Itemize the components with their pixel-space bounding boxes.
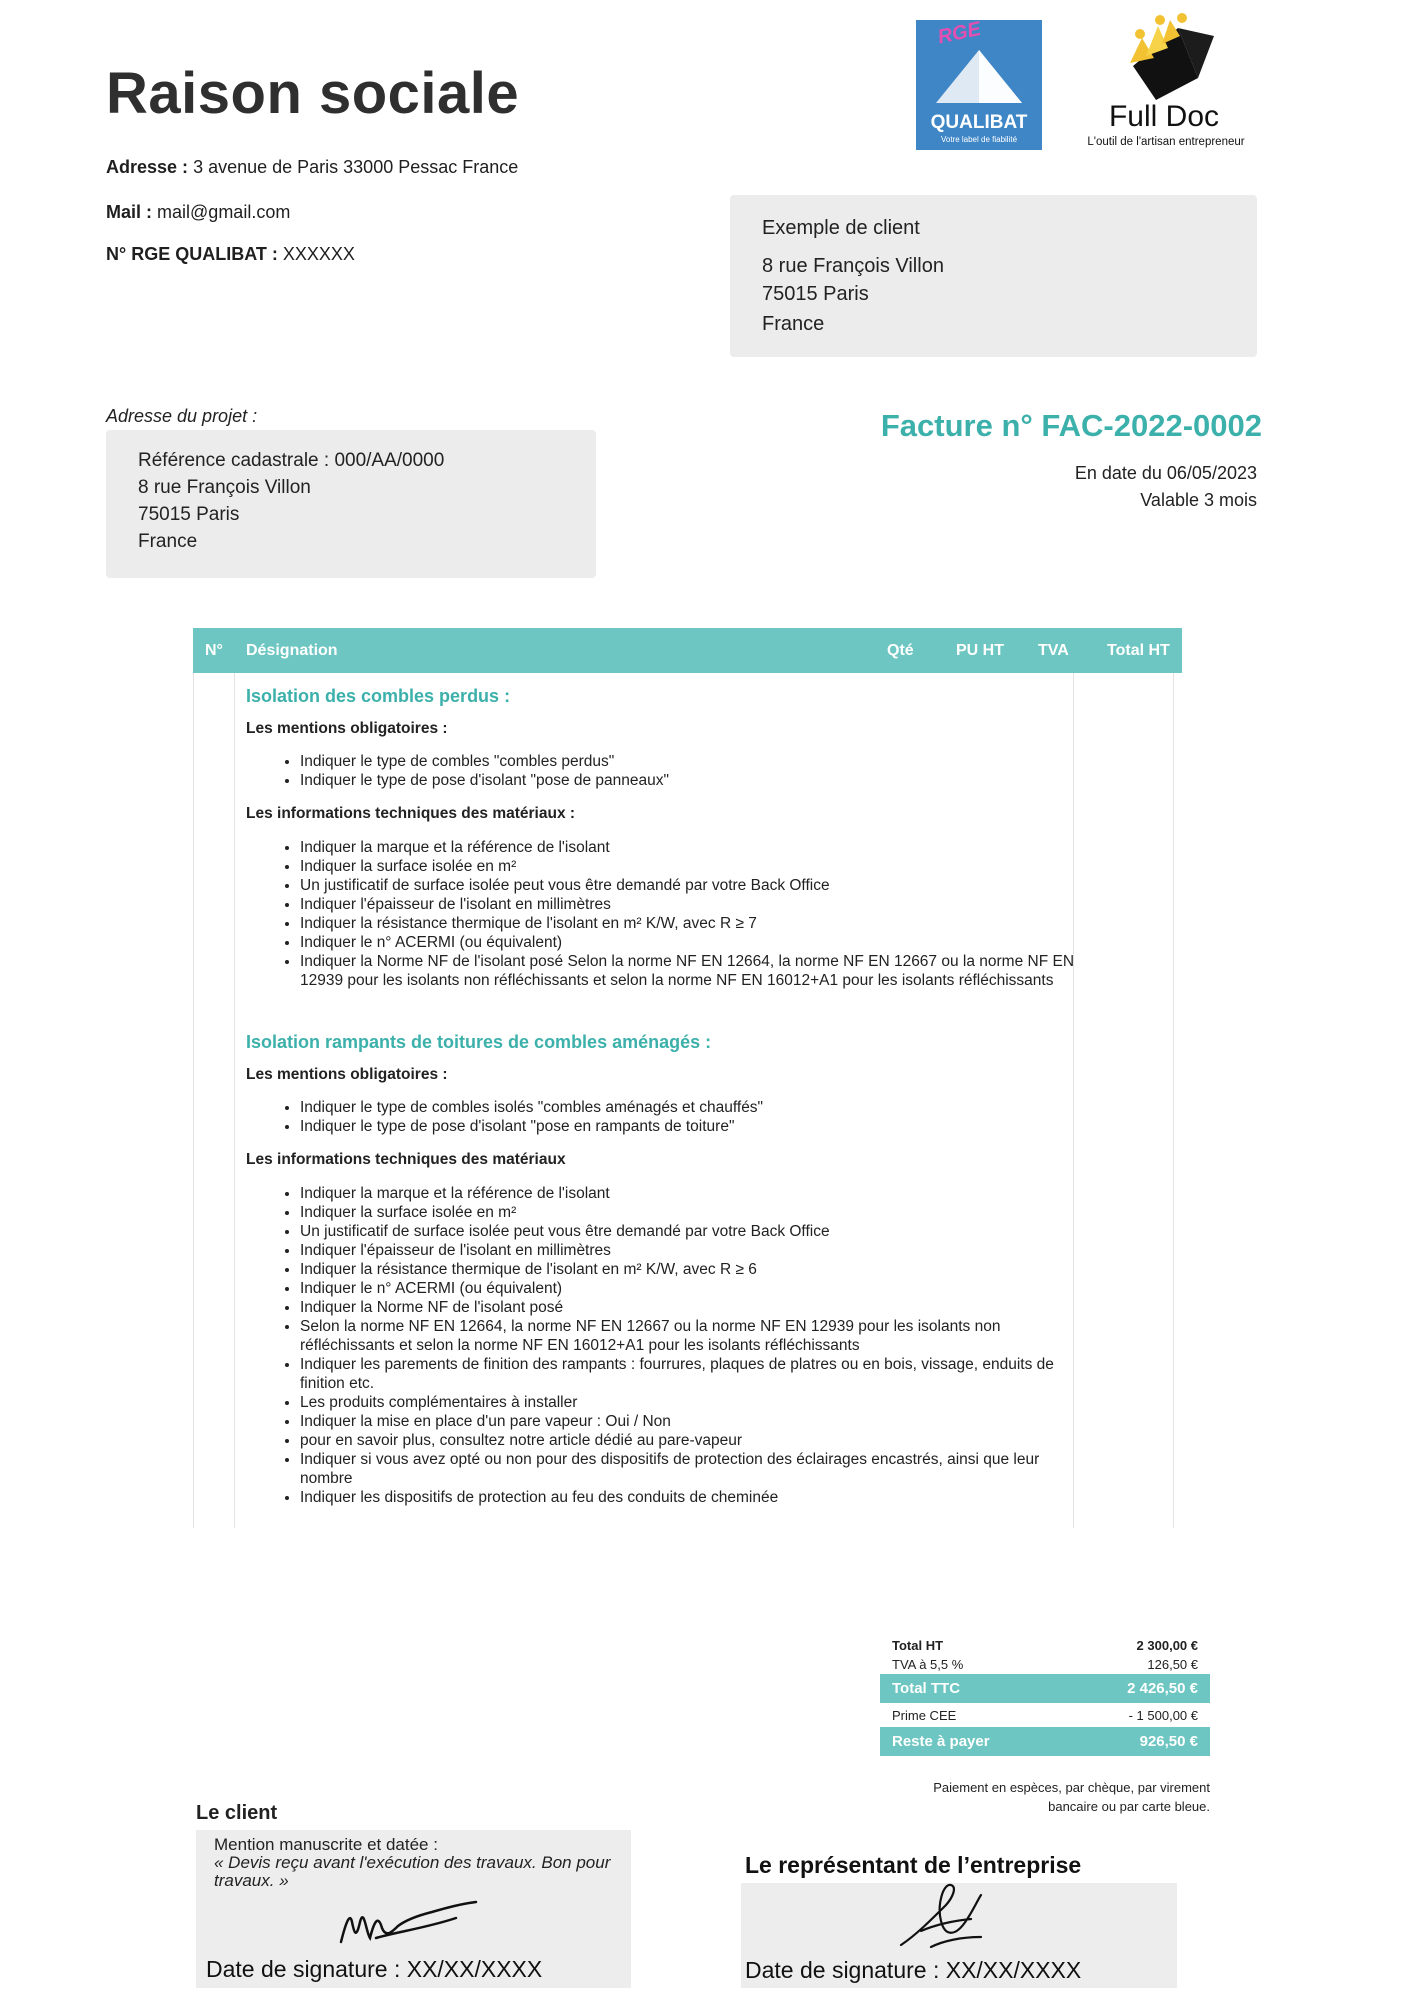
reste-label: Reste à payer bbox=[892, 1733, 990, 1750]
mentions-title: Les mentions obligatoires : bbox=[246, 720, 448, 737]
list-item: • Un justificatif de surface isolée peut vous être demandé par votre Back Office bbox=[300, 876, 1090, 895]
representative-signature-date: Date de signature : XX/XX/XXXX bbox=[745, 1957, 1082, 1983]
client-signature-label: Le client bbox=[196, 1802, 278, 1824]
client-signature-date: Date de signature : XX/XX/XXXX bbox=[206, 1956, 543, 1982]
total-ttc-row bbox=[880, 1674, 1210, 1703]
project-city: 75015 Paris bbox=[138, 504, 240, 525]
mention-label: Mention manuscrite et datée : bbox=[214, 1835, 438, 1854]
list-item: • Indiquer si vous avez opté ou non pour des dispositifs de protection des éclairages encastrés, ainsi que leur nombre bbox=[300, 1450, 1090, 1488]
tech-list bbox=[278, 1184, 1090, 1507]
col-designation: Désignation bbox=[246, 642, 338, 659]
qualibat-text: QUALIBAT bbox=[930, 112, 1028, 133]
reste-row bbox=[880, 1727, 1210, 1756]
list-item: • Indiquer la surface isolée en m² bbox=[300, 1203, 1090, 1222]
total-ht-label: Total HT bbox=[892, 1638, 944, 1653]
col-qty: Qté bbox=[887, 642, 914, 659]
col-pu: PU HT bbox=[956, 642, 1004, 659]
list-item: • Selon la norme NF EN 12664, la norme NF EN 12667 ou la norme NF EN 12939 pour les isolants non réfléchissants et selon la norme NF EN 16012+A1 pour les isolants réfléchissants bbox=[300, 1317, 1090, 1355]
tech-list bbox=[278, 838, 1090, 990]
list-item: • Indiquer le n° ACERMI (ou équivalent) bbox=[300, 933, 1090, 952]
company-rge-label: N° RGE QUALIBAT : bbox=[106, 244, 278, 264]
client-street: 8 rue François Villon bbox=[762, 255, 944, 277]
prime-value: - 1 500,00 € bbox=[1128, 1708, 1198, 1723]
project-street: 8 rue François Villon bbox=[138, 477, 311, 498]
representative-signature-icon bbox=[891, 1875, 991, 1955]
table-divider bbox=[1173, 673, 1174, 1528]
project-country: France bbox=[138, 531, 198, 552]
company-rge-value: XXXXXX bbox=[282, 244, 355, 264]
client-address-box bbox=[730, 195, 1257, 357]
project-cadastral: Référence cadastrale : 000/AA/0000 bbox=[138, 450, 445, 471]
list-item: • Indiquer la résistance thermique de l'isolant en m² K/W, avec R ≥ 7 bbox=[300, 914, 1090, 933]
total-ht-value: 2 300,00 € bbox=[1136, 1638, 1198, 1653]
table-divider bbox=[193, 673, 194, 1528]
fulldoc-logo bbox=[1078, 8, 1258, 153]
invoice-title: Facture n° FAC-2022-0002 bbox=[880, 408, 1262, 443]
col-tva: TVA bbox=[1038, 642, 1069, 659]
project-label: Adresse du projet : bbox=[106, 406, 258, 426]
totals-block bbox=[880, 1636, 1210, 1756]
company-address bbox=[106, 157, 518, 178]
client-city: 75015 Paris bbox=[762, 283, 869, 305]
client-country: France bbox=[762, 313, 825, 335]
client-signature-box bbox=[196, 1830, 631, 1988]
list-item: • Indiquer le type de pose d'isolant "pose de panneaux" bbox=[300, 771, 1090, 790]
col-num: N° bbox=[205, 642, 223, 659]
company-address-label: Adresse : bbox=[106, 157, 189, 177]
tva-row bbox=[880, 1655, 1210, 1674]
fulldoc-tagline: L'outil de l'artisan entrepreneur bbox=[1087, 136, 1245, 148]
list-item: • Indiquer la marque et la référence de l'isolant bbox=[300, 838, 1090, 857]
payment-note bbox=[880, 1778, 1210, 1816]
section-title: Isolation des combles perdus : bbox=[246, 686, 511, 706]
mentions-list bbox=[278, 752, 1090, 790]
list-item: • Indiquer le type de combles "combles perdus" bbox=[300, 752, 1090, 771]
list-item: • Les produits complémentaires à installer bbox=[300, 1393, 1090, 1412]
invoice-validity: Valable 3 mois bbox=[1140, 490, 1257, 510]
invoice-date: En date du 06/05/2023 bbox=[1074, 463, 1257, 483]
payment-note-line: bancaire ou par carte bleue. bbox=[1048, 1799, 1210, 1814]
list-item: • Indiquer la surface isolée en m² bbox=[300, 857, 1090, 876]
company-address-value: 3 avenue de Paris 33000 Pessac France bbox=[193, 157, 519, 177]
reste-value: 926,50 € bbox=[1139, 1733, 1198, 1750]
company-mail-value: mail@gmail.com bbox=[157, 202, 291, 222]
tech-title: Les informations techniques des matériaux bbox=[246, 1151, 566, 1168]
list-item: • Indiquer la Norme NF de l'isolant posé Selon la norme NF EN 12664, la norme NF EN 12667 ou la norme NF EN 12939 pour les isolants non réfléchissants et selon la norme NF EN 16012+A1 pour les isolants réfléchissants bbox=[300, 952, 1090, 990]
prime-label: Prime CEE bbox=[892, 1708, 957, 1723]
col-total: Total HT bbox=[1107, 642, 1170, 659]
section-title: Isolation rampants de toitures de combles aménagés : bbox=[246, 1032, 712, 1052]
total-ht-row bbox=[880, 1636, 1210, 1655]
list-item: • Un justificatif de surface isolée peut vous être demandé par votre Back Office bbox=[300, 1222, 1090, 1241]
company-rge bbox=[106, 244, 355, 265]
list-item: • Indiquer les dispositifs de protection au feu des conduits de cheminée bbox=[300, 1488, 1090, 1507]
mention-quote: « Devis reçu avant l'exécution des travaux. Bon pour travaux. » bbox=[214, 1853, 611, 1890]
list-item: • Indiquer l'épaisseur de l'isolant en millimètres bbox=[300, 895, 1090, 914]
representative-signature-label: Le représentant de l’entreprise bbox=[745, 1852, 1082, 1878]
list-item: • Indiquer le n° ACERMI (ou équivalent) bbox=[300, 1279, 1090, 1298]
client-name: Exemple de client bbox=[762, 217, 920, 239]
list-item: • Indiquer la Norme NF de l'isolant posé bbox=[300, 1298, 1090, 1317]
company-name: Raison sociale bbox=[106, 61, 520, 126]
list-item: • Indiquer la marque et la référence de l'isolant bbox=[300, 1184, 1090, 1203]
list-item: • Indiquer les parements de finition des rampants : fourrures, plaques de platres ou en bois, vissage, enduits de finition etc. bbox=[300, 1355, 1090, 1393]
table-divider bbox=[234, 673, 235, 1528]
fulldoc-mark-icon bbox=[1078, 8, 1258, 153]
project-address-box bbox=[106, 430, 596, 578]
tech-title: Les informations techniques des matériaux : bbox=[246, 805, 576, 822]
list-item: • pour en savoir plus, consultez notre article dédié au pare-vapeur bbox=[300, 1431, 1090, 1450]
representative-signature-box bbox=[741, 1883, 1177, 1988]
list-item: • Indiquer le type de combles isolés "combles aménagés et chauffés" bbox=[300, 1098, 1090, 1117]
list-item: • Indiquer le type de pose d'isolant "pose en rampants de toiture" bbox=[300, 1117, 1090, 1136]
client-signature-icon bbox=[336, 1892, 486, 1952]
rge-badge-text: RGE bbox=[935, 20, 983, 49]
fulldoc-name: Full Doc bbox=[1108, 100, 1220, 133]
total-ttc-value: 2 426,50 € bbox=[1127, 1680, 1198, 1697]
rge-qualibat-logo bbox=[916, 20, 1042, 150]
payment-note-line: Paiement en espèces, par chèque, par virement bbox=[933, 1780, 1210, 1795]
list-item: • Indiquer la mise en place d'un pare vapeur : Oui / Non bbox=[300, 1412, 1090, 1431]
list-item: • Indiquer la résistance thermique de l'isolant en m² K/W, avec R ≥ 6 bbox=[300, 1260, 1090, 1279]
table-header bbox=[193, 628, 1182, 673]
company-mail-label: Mail : bbox=[106, 202, 153, 222]
qualibat-tagline: Votre label de fiabilité bbox=[940, 135, 1018, 144]
mentions-title: Les mentions obligatoires : bbox=[246, 1066, 448, 1083]
prime-row bbox=[880, 1703, 1210, 1727]
total-ttc-label: Total TTC bbox=[892, 1680, 961, 1697]
tva-label: TVA à 5,5 % bbox=[892, 1657, 964, 1672]
company-mail bbox=[106, 202, 290, 223]
tva-value: 126,50 € bbox=[1147, 1657, 1198, 1672]
mentions-list bbox=[278, 1098, 1090, 1136]
list-item: • Indiquer l'épaisseur de l'isolant en millimètres bbox=[300, 1241, 1090, 1260]
